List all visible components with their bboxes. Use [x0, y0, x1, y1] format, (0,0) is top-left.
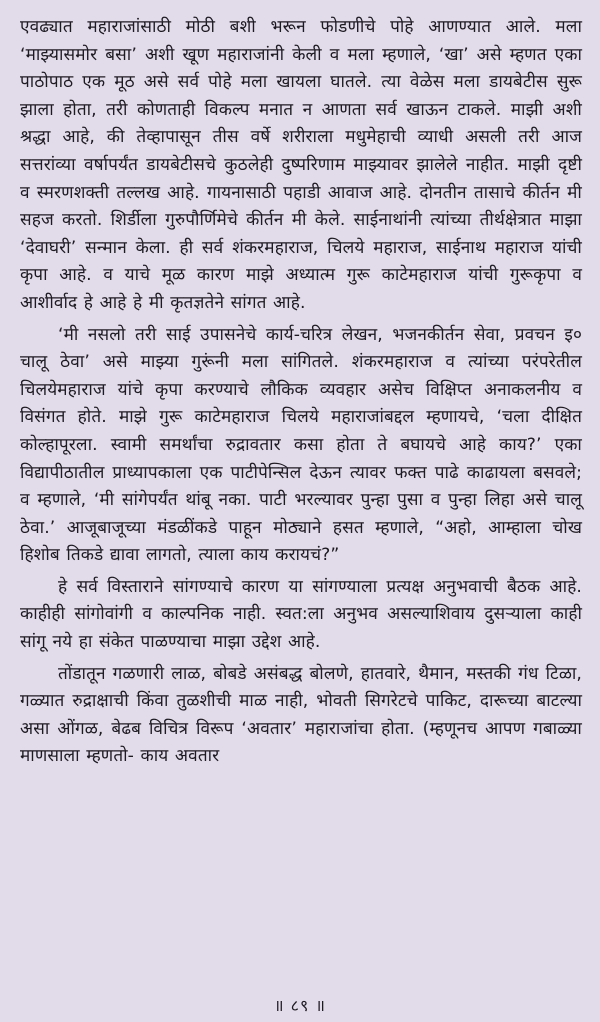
paragraph-1: एवढ्यात महाराजांसाठी मोठी बशी भरून फोडणीचे पोहे आणण्यात आले. मला ‘माझ्यासमोर बसा’ अशी खूण महाराजांनी केली व मला म्हणाले, ‘खा’ असे म्हणत एका पाठोपाठ एक मूठ असे सर्व पोहे मला खायला घातले. त्या वेळेस मला डायबेटीस सुरू झाला होता, तरी कोणताही विकल्प मनात न आणता सर्व खाऊन टाकले. माझी अशी श्रद्धा आहे, की तेव्हापासून तीस वर्षे शरीराला मधुमेहाची व्याधी असली तरी आज सत्तरांव्या वर्षापर्यंत डायबेटीसचे कुठलेही दुष्परिणाम माझ्यावर झालेले नाहीत. माझी दृष्टी व स्मरणशक्ती तल्लख आहे. गायनासाठी पहाडी आवाज आहे. दोनतीन तासाचे कीर्तन मी सहज करतो. शिर्डीला गुरुपौर्णिमेचे कीर्तन मी केले. साईनाथांनी त्यांच्या तीर्थक्षेत्रात माझा ‘देवाघरी’ सन्मान केला. ही सर्व शंकरमहाराज, चिलये महाराज, साईनाथ महाराज यांची कृपा आहे. व याचे मूळ कारण माझे अध्यात्म गुरू काटेमहाराज यांची गुरूकृपा व आशीर्वाद हे आहे हे मी कृतज्ञतेने सांगत आहे. — [20, 17, 582, 313]
paragraph-2: ‘मी नसलो तरी साई उपासनेचे कार्य-चरित्र लेखन, भजनकीर्तन सेवा, प्रवचन इ० चालू ठेवा’ असे माझ्या गुरूंनी मला सांगितले. शंकरमहाराज व त्यांच्या परंपरेतील चिलयेमहाराज यांचे कृपा करण्याचे लौकिक व्यवहार असेच विक्षिप्त अनाकलनीय व विसंगत होते. माझे गुरू काटेमहाराज चिलये महाराजांबद्दल म्हणायचे, ‘चला दीक्षित कोल्हापूरला. स्वामी समर्थांचा रुद्रावतार कसा होता ते बघायचे आहे काय?’ एका विद्यापीठातील प्राध्यापकाला एक पाटीपेन्सिल देऊन त्यावर फक्त पाढे काढायला बसवले; व म्हणाले, ‘मी सांगेपर्यंत थांबू नका. पाटी भरल्यावर पुन्हा पुसा व पुन्हा लिहा असे चालू ठेवा.’ आजूबाजूच्या मंडळींकडे पाहून मोठ्याने हसत म्हणाले, “अहो, आम्हाला चोख हिशोब तिकडे द्यावा लागतो, त्याला काय करायचं?” — [20, 324, 582, 566]
paragraph-4: तोंडातून गळणारी लाळ, बोबडे असंबद्ध बोलणे, हातवारे, थैमान, मस्तकी गंध टिळा, गळ्यात रुद्राक्षाची किंवा तुळशीची माळ नाही, भोवती सिगरेटचे पाकिट, दारूच्या बाटल्या असा ओंगळ, बेढब विचित्र विरूप ‘अवतार’ महाराजांचा होता. (म्हणूनच आपण गबाळ्या माणसाला म्हणतो- काय अवतार — [20, 663, 582, 767]
paragraph-3: हे सर्व विस्ताराने सांगण्याचे कारण या सांगण्याला प्रत्यक्ष अनुभवाची बैठक आहे. काहीही सांगोवांगी व काल्पनिक नाही. स्वत:ला अनुभव असल्याशिवाय दुसऱ्याला काही सांगू नये हा संकेत पाळण्याचा माझा उद्देश आहे. — [20, 576, 582, 653]
page-number: ॥ ८९ ॥ — [274, 996, 326, 1015]
